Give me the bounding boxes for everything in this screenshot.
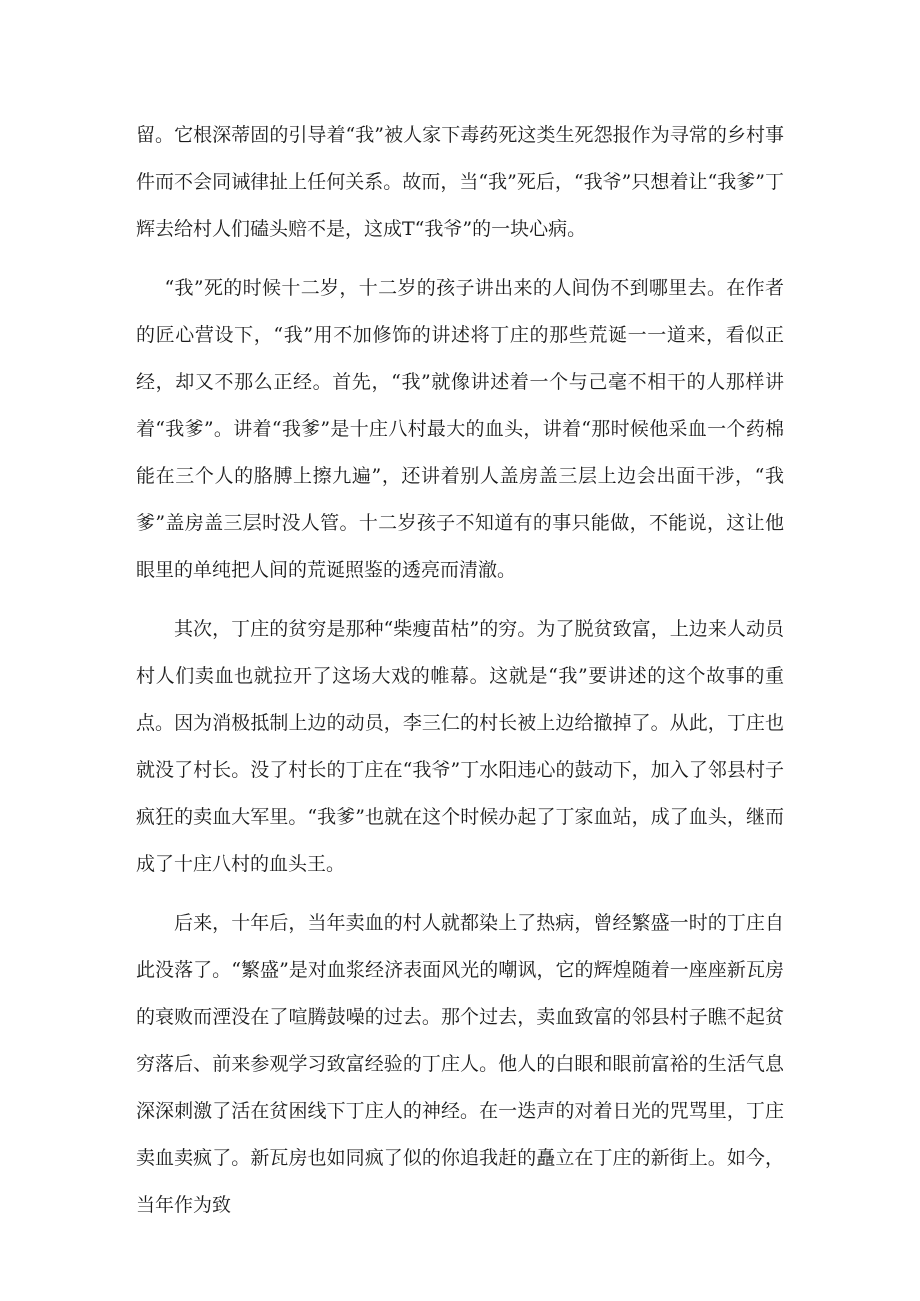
document-body [136, 112, 784, 1241]
paragraph-4: 后来，十年后，当年卖血的村人就都染上了热病，曾经繁盛一时的丁庄自此没落了。“繁盛”是对血浆经济表面风光的嘲讽，它的辉煌随着一座座新瓦房的衰败而湮没在了喧腾鼓噪的过去。那个过去，卖血致富的邻县村子瞧不起贫穷落后、前来参观学习致富经验的丁庄人。他人的白眼和眼前富裕的生活气息深深刺激了活在贫困线下丁庄人的神经。在一迭声的对着日光的咒骂里，丁庄卖血卖疯了。新瓦房也如同疯了似的你追我赶的矗立在丁庄的新街上。如今，当年作为致 [136, 912, 784, 1216]
paragraph-3: 其次，丁庄的贫穷是那种“柴瘦苗枯”的穷。为了脱贫致富，上边来人动员村人们卖血也就拉开了这场大戏的帷幕。这就是“我”要讲述的这个故事的重点。因为消极抵制上边的动员，李三仁的村长被上边给撤掉了。从此，丁庄也就没了村长。没了村长的丁庄在“我爷”丁水阳违心的鼓动下，加入了邻县村子疯狂的卖血大军里。“我爹”也就在这个时候办起了丁家血站，成了血头，继而成了十庄八村的血头王。 [136, 618, 784, 875]
paragraph-1: 留。它根深蒂固的引导着“我”被人家下毒药死这类生死怨报作为寻常的乡村事件而不会同诫律扯上任何关系。故而，当“我”死后，“我爷”只想着让“我爹”丁辉去给村人们磕头赔不是，这成T“我爷”的一块心病。 [136, 124, 784, 240]
paragraph-2: “我”死的时候十二岁，十二岁的孩子讲出来的人间伪不到哪里去。在作者的匠心营设下，“我”用不加修饰的讲述将丁庄的那些荒诞一一道来，看似正经，却又不那么正经。首先，“我”就像讲述着一个与己毫不相干的人那样讲着“我爹”。讲着“我爹”是十庄八村最大的血头，讲着“那时候他采血一个药棉能在三个人的胳膊上擦九遍”，还讲着别人盖房盖三层上边会出面干涉，“我爹”盖房盖三层时没人管。十二岁孩子不知道有的事只能做，不能说，这让他眼里的单纯把人间的荒诞照鉴的透亮而清澈。 [136, 277, 784, 581]
